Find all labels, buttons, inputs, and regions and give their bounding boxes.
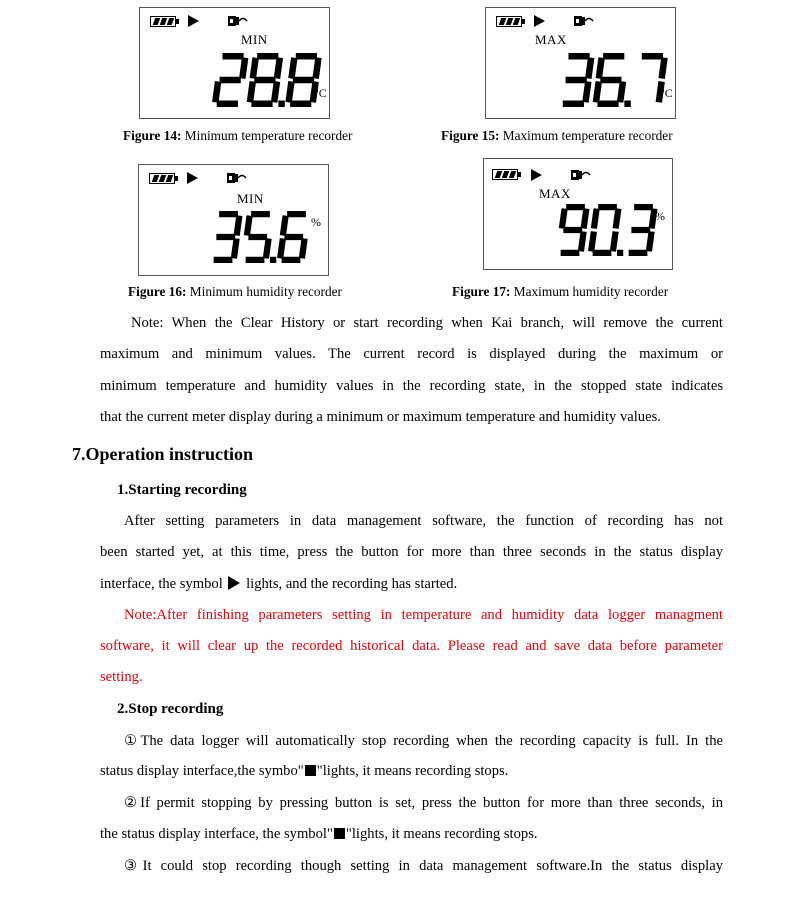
lcd-segment-e	[280, 239, 283, 259]
lcd-reading	[554, 201, 658, 259]
note-line: minimum temperature and humidity values in the recording state, in the stopped state indicates	[100, 378, 723, 394]
battery-icon	[496, 16, 522, 27]
lcd-segment-b	[242, 58, 245, 79]
mode-label: MIN	[237, 191, 264, 206]
body-line: ①The data logger will automatically stop recording when the recording capacity is full. In the	[124, 733, 723, 749]
note-line: maximum and minimum values. The current record is displayed during the maximum or	[100, 346, 723, 362]
lcd-segment-c	[649, 232, 652, 252]
lcd-segment-c	[620, 82, 623, 103]
lcd-segment-b	[616, 209, 619, 229]
battery-icon	[492, 169, 518, 180]
figure-caption: Figure 14: Minimum temperature recorder	[123, 128, 353, 143]
body-line: been started yet, at this time, press the button for more than three seconds in the status display	[100, 544, 723, 560]
lcd-segment-f	[291, 58, 294, 79]
lcd-segment-c	[585, 82, 588, 103]
warning-line: Note:After finishing parameters setting in temperature and humidity data logger managment	[124, 607, 723, 623]
lcd-segment-b	[652, 209, 655, 229]
lcd-segment-b	[316, 58, 319, 79]
body-line: ②If permit stopping by pressing button is set, press the button for more than three seconds, in	[124, 795, 723, 811]
lcd-segment-c	[234, 239, 237, 259]
lcd-segment-f	[599, 58, 602, 79]
usb-plug-icon	[227, 172, 249, 184]
lcd-display-fig17	[483, 158, 673, 270]
lcd-segment-f	[247, 216, 250, 236]
lcd-segment-c	[613, 232, 616, 252]
lcd-segment-e	[250, 82, 253, 103]
body-line: After setting parameters in data management software, the function of recording has not	[124, 513, 723, 529]
unit-label: %	[311, 215, 321, 229]
lcd-display-fig14	[139, 7, 330, 119]
battery-icon	[149, 173, 175, 184]
lcd-reading	[207, 208, 311, 266]
lcd-segment-f	[562, 209, 565, 229]
lcd-decimal-point	[617, 250, 623, 256]
stop-icon	[305, 765, 316, 776]
figure-caption: Figure 15: Maximum temperature recorder	[441, 128, 673, 143]
play-icon	[531, 169, 542, 181]
lcd-segment-b	[277, 58, 280, 79]
lcd-segment-b	[662, 58, 665, 79]
lcd-segment-e	[289, 82, 292, 103]
body-line: the status display interface, the symbol" "lights, it means recording stops.	[100, 826, 538, 842]
lcd-segment-c	[266, 239, 269, 259]
note-line: that the current meter display during a minimum or maximum temperature and humidity values.	[100, 409, 661, 425]
subsection-heading: 1.Starting recording	[117, 482, 247, 498]
lcd-reading	[210, 50, 322, 110]
lcd-display-fig16	[138, 164, 329, 276]
body-line: status display interface,the symbo" "lights, it means recording stops.	[100, 763, 509, 779]
figure-caption: Figure 17: Maximum humidity recorder	[452, 284, 669, 299]
warning-line: setting.	[100, 669, 143, 685]
lcd-segment-e	[591, 232, 594, 252]
lcd-decimal-point	[278, 101, 284, 107]
unit-label: °C	[314, 86, 327, 100]
section-title: 7.Operation instruction	[72, 444, 254, 464]
play-icon	[228, 576, 240, 590]
unit-label: %	[655, 209, 665, 223]
subsection-heading: 2.Stop recording	[117, 701, 224, 717]
lcd-segment-c	[581, 232, 584, 252]
lcd-reading	[556, 50, 668, 110]
play-icon	[534, 15, 545, 27]
warning-line: software, it will clear up the recorded historical data. Please read and save data before parameter	[100, 638, 723, 654]
lcd-segment-f	[594, 209, 597, 229]
mode-label: MAX	[539, 186, 571, 201]
lcd-segment-b	[588, 58, 591, 79]
unit-label: °C	[660, 86, 673, 100]
figure-caption: Figure 16: Minimum humidity recorder	[128, 284, 342, 299]
lcd-segment-c	[274, 82, 277, 103]
lcd-segment-f	[253, 58, 256, 79]
lcd-display-fig15	[485, 7, 676, 119]
mode-label: MAX	[535, 32, 567, 47]
lcd-decimal-point	[624, 101, 630, 107]
lcd-segment-b	[584, 209, 587, 229]
lcd-segment-e	[215, 82, 218, 103]
usb-plug-icon	[571, 169, 593, 181]
lcd-segment-c	[302, 239, 305, 259]
lcd-segment-b	[237, 216, 240, 236]
note-line: Note: When the Clear History or start recording when Kai branch, will remove the current	[131, 315, 723, 331]
play-icon	[187, 172, 198, 184]
lcd-decimal-point	[270, 257, 276, 263]
body-line: ③It could stop recording though setting in data management software.In the status display	[124, 858, 723, 874]
stop-icon	[334, 828, 345, 839]
usb-plug-icon	[228, 15, 250, 27]
battery-icon	[150, 16, 176, 27]
usb-plug-icon	[574, 15, 596, 27]
play-icon	[188, 15, 199, 27]
lcd-segment-e	[596, 82, 599, 103]
mode-label: MIN	[241, 32, 268, 47]
lcd-segment-f	[283, 216, 286, 236]
body-line: interface, the symbol lights, and the recording has started.	[100, 576, 458, 592]
